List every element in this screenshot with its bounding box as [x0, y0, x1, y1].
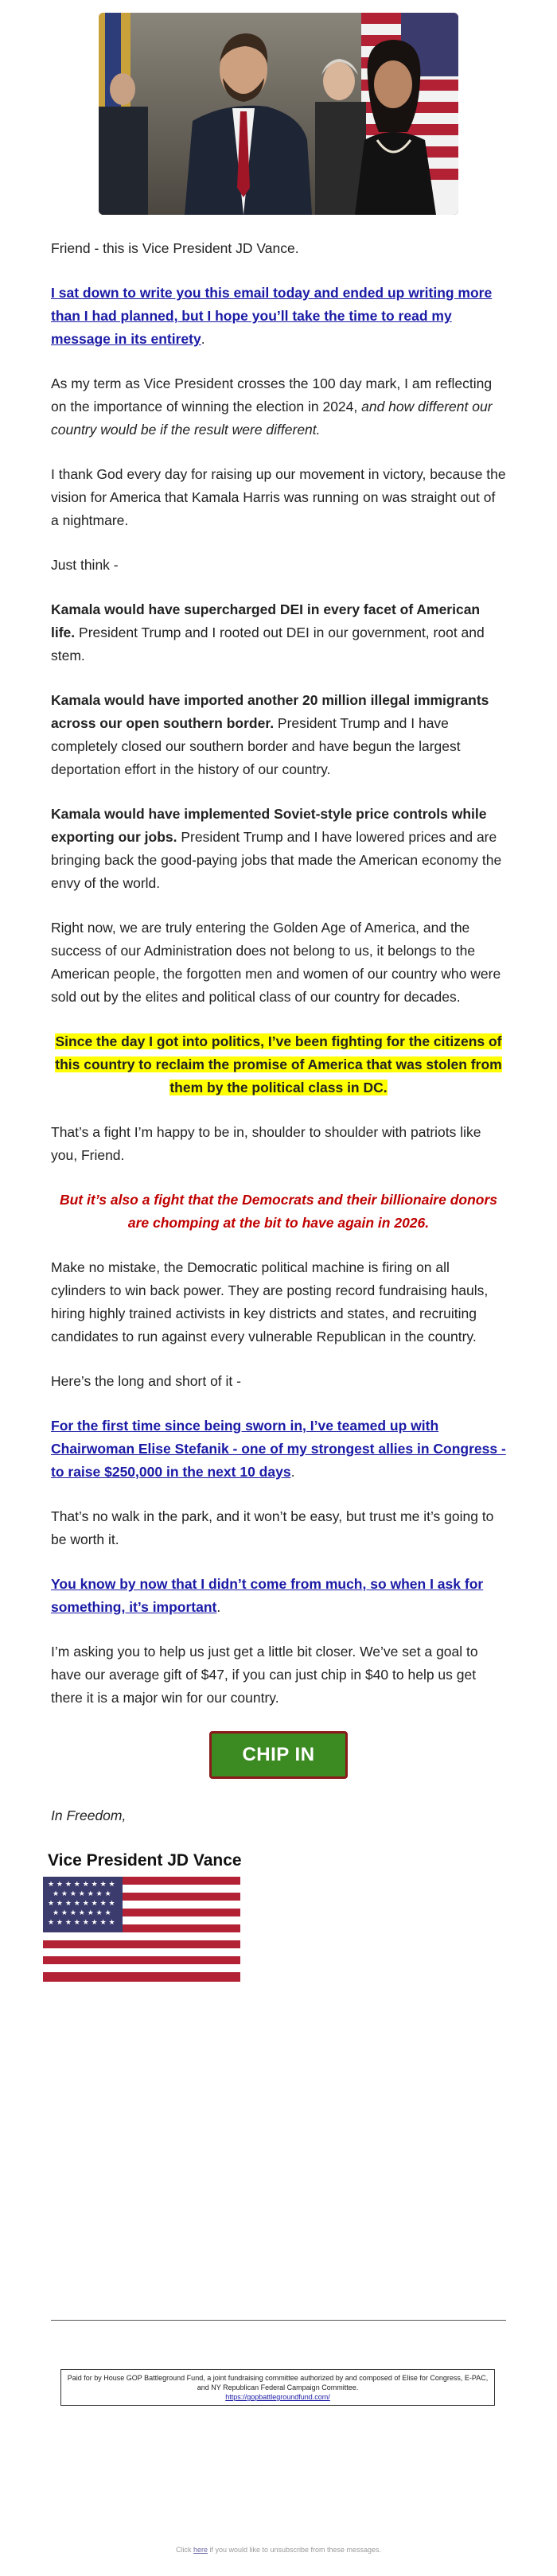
stefanik-link[interactable]: For the first time since being sworn in, I’ve teamed up with Chairwoman Elise Stefanik - one of my strongest allies in Congress - to raise $250,000 in the next 10 days — [51, 1418, 506, 1480]
walk-paragraph: That’s no walk in the park, and it won’t be easy, but trust me it’s going to be worth it. — [51, 1508, 494, 1547]
stefanik-paragraph — [51, 1414, 506, 1484]
svg-text:★ ★ ★ ★ ★ ★ ★ ★: ★ ★ ★ ★ ★ ★ ★ ★ — [48, 1919, 115, 1927]
svg-text:★ ★ ★ ★ ★ ★ ★: ★ ★ ★ ★ ★ ★ ★ — [53, 1909, 111, 1917]
intro-period: . — [201, 331, 205, 347]
point-border-bold: Kamala would have imported another 20 million illegal immigrants across our open southern border. — [51, 692, 489, 731]
important-period: . — [216, 1599, 221, 1615]
unsubscribe-prefix: Click — [175, 2546, 193, 2554]
intro-link[interactable]: I sat down to write you this email today and ended up writing more than I had planned, but I hope you’ll take the time to read my message in its entirety — [51, 285, 493, 347]
paid-for-disclaimer — [60, 2369, 495, 2406]
svg-text:★ ★ ★ ★ ★ ★ ★ ★: ★ ★ ★ ★ ★ ★ ★ ★ — [48, 1900, 115, 1908]
point-dei — [51, 598, 506, 667]
highlight-paragraph — [51, 1030, 506, 1099]
reflection-paragraph — [51, 372, 506, 442]
cta-container — [51, 1731, 506, 1779]
long-short-paragraph: Here’s the long and short of it - — [51, 1373, 241, 1389]
svg-text:★ ★ ★ ★ ★ ★ ★: ★ ★ ★ ★ ★ ★ ★ — [53, 1890, 111, 1898]
ask-paragraph: I’m asking you to help us just get a little bit closer. We’ve set a goal to have our average gift of $47, if you can just chip in $40 to help us get there it is a major win for our country. — [51, 1644, 478, 1706]
just-think: Just think - — [51, 557, 119, 573]
chip-in-button[interactable]: CHIP IN — [209, 1731, 347, 1779]
svg-text:★ ★ ★ ★ ★ ★ ★ ★: ★ ★ ★ ★ ★ ★ ★ ★ — [48, 1881, 115, 1889]
point-dei-bold: Kamala would have supercharged DEI in every facet of American life. — [51, 601, 481, 640]
email-body — [48, 237, 506, 1989]
nightmare-paragraph: I thank God every day for raising up our movement in victory, because the vision for America that Kamala Harris was running on was straight out of a nightmare. — [51, 466, 506, 528]
point-prices-bold: Kamala would have implemented Soviet-style price controls while exporting our jobs. — [51, 806, 487, 845]
intro-paragraph — [51, 282, 506, 351]
hero-photo — [99, 13, 458, 215]
important-link[interactable]: You know by now that I didn’t come from much, so when I ask for something, it’s important — [51, 1576, 484, 1615]
reflection-italic: and how different our country would be if the result were different. — [51, 399, 493, 438]
unsubscribe-suffix: if you would like to unsubscribe from these messages. — [207, 2546, 382, 2554]
point-dei-text: President Trump and I rooted out DEI in our government, root and stem. — [51, 625, 485, 663]
signature-name: Vice President JD Vance — [48, 1851, 242, 1870]
american-flag-icon — [43, 1877, 506, 1989]
hero-photo-illustration — [99, 13, 458, 215]
point-prices — [51, 803, 506, 895]
important-paragraph — [51, 1573, 506, 1619]
reflection-text: As my term as Vice President crosses the 100 day mark, I am reflecting on the importance of winning the election in 2024, — [51, 376, 493, 414]
golden-age-paragraph: Right now, we are truly entering the Golden Age of America, and the success of our Administration does not belong to us, it belongs to the American people, the forgotten men and women of our country who were sold out by the elites and political class of our country for decades. — [51, 920, 501, 1005]
disclaimer-text: Paid for by House GOP Battleground Fund, a joint fundraising committee authorized by and composed of Elise for Congress, E-PAC, and NY Republican Federal Campaign Committee. — [67, 2374, 489, 2391]
democrats-warning: But it’s also a fight that the Democrats and their billionaire donors are chomping at the bit to have again in 2026. — [59, 1192, 498, 1231]
disclaimer-link[interactable]: https://gopbattlegroundfund.com/ — [225, 2393, 330, 2401]
stefanik-period: . — [290, 1464, 295, 1480]
greeting: Friend - this is Vice President JD Vance. — [51, 240, 299, 256]
point-border — [51, 689, 506, 781]
signoff: In Freedom, — [51, 1807, 127, 1823]
point-border-text: President Trump and I have completely closed our southern border and have begun the largest deportation effort in the history of our country. — [51, 715, 461, 777]
highlight-text: Since the day I got into politics, I’ve been fighting for the citizens of this country to reclaim the promise of America that was stolen from them by the political class in DC. — [55, 1033, 502, 1095]
fight-paragraph: That’s a fight I’m happy to be in, shoulder to shoulder with patriots like you, Friend. — [51, 1124, 481, 1163]
machine-paragraph: Make no mistake, the Democratic political machine is firing on all cylinders to win back power. They are posting record fundraising hauls, hiring highly trained activists in key districts and states, and recruiting candidates to run against every vulnerable Republican in the country. — [51, 1259, 489, 1344]
unsubscribe-link[interactable]: here — [193, 2546, 208, 2554]
point-prices-text: President Trump and I have lowered prices and are bringing back the good-paying jobs that made the American economy the envy of the world. — [51, 829, 502, 891]
footer-divider — [51, 2320, 506, 2321]
unsubscribe-footer — [0, 2546, 557, 2554]
